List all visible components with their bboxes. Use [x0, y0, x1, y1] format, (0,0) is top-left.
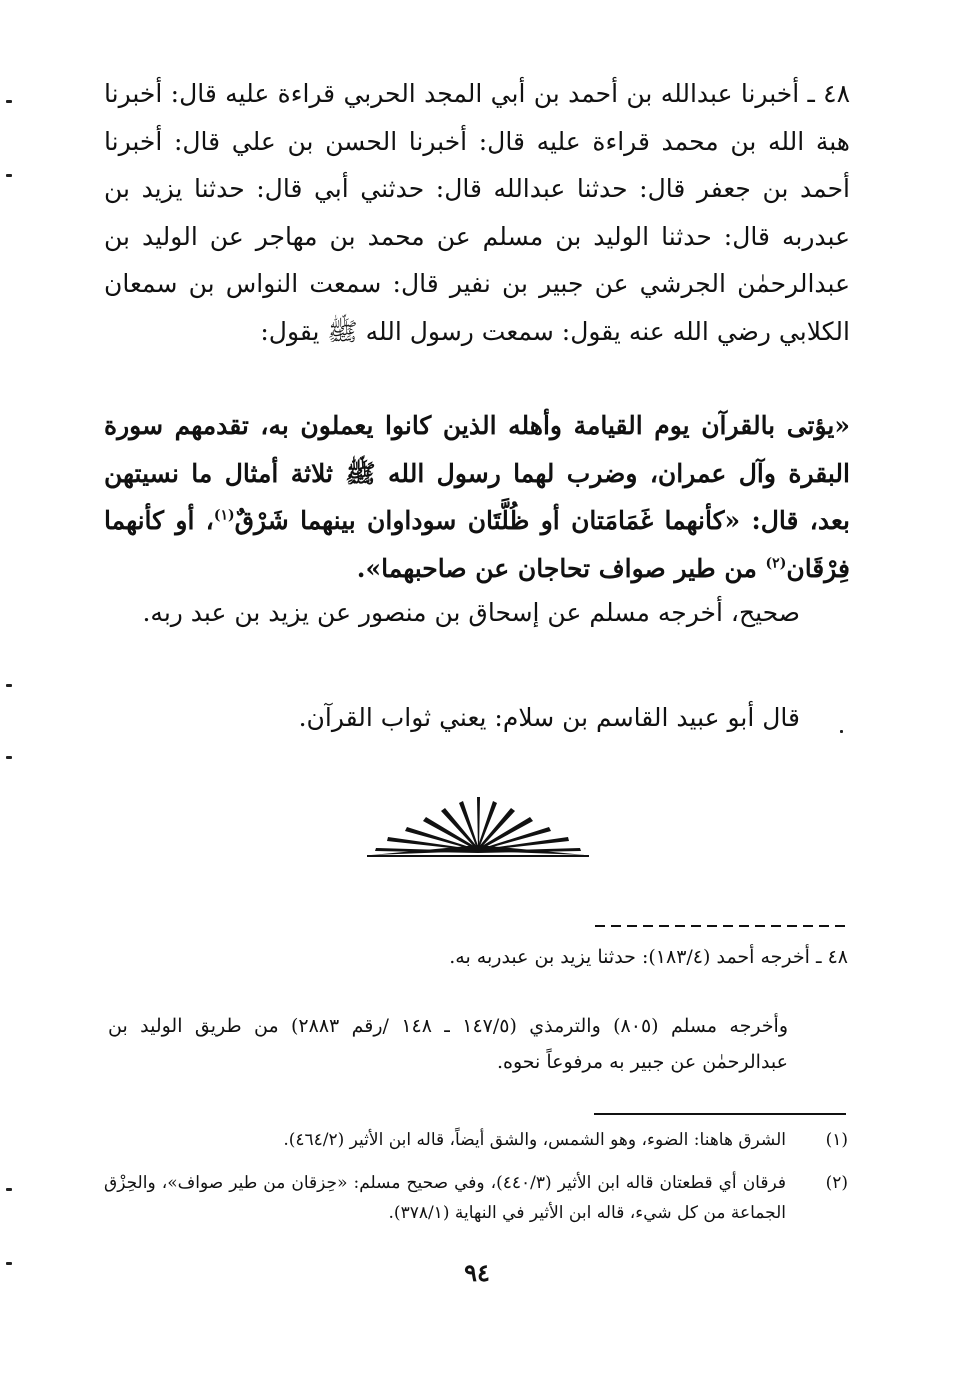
hadith-matn-part2: ، أو كأنهما فِرْقَان [104, 506, 850, 583]
scan-mark [6, 684, 12, 687]
hadith-isnad: ٤٨ ـ أخبرنا عبدالله بن أحمد بن أبي المجد الحربي قراءة عليه قال: أخبرنا هبة الله بن محمد قراءة عليه قال: أخبرنا الحسن بن علي قال: أخبرنا أحمد بن جعفر قال: حدثنا عبدالله قال: حدثني أبي قال: حدثنا يزيد بن عبدربه قال: حدثنا الوليد بن مسلم عن محمد بن مهاجر عن الوليد بن عبدالرحمٰن الجرشي عن جبير بن نفير قال: سمعت النواس بن سمعان الكلابي رضي الله عنه يقول: سمعت رسول الله ﷺ يقول: [104, 79, 850, 346]
footnote-ref-1[interactable]: (١) [213, 507, 235, 524]
abu-ubaid-comment: قال أبو عبيد القاسم بن سلام: يعني ثواب القرآن. [298, 703, 800, 732]
footnote-2 [104, 1168, 848, 1228]
footnote-rule [594, 1113, 846, 1115]
hadith-grade: صحيح، أخرجه مسلم عن إسحاق بن منصور عن يزيد بن عبد ربه. [142, 598, 800, 627]
scan-mark [6, 100, 12, 103]
footnote-ref-2[interactable]: (٢) [765, 555, 787, 572]
footnote-1-number: (١) [825, 1130, 848, 1150]
footnote-1-text: الشرق هاهنا: الضوء، وهو الشمس، والشق أيضاً، قاله ابن الأثير (٤٦٤/٢). [283, 1130, 786, 1150]
scan-mark [840, 730, 843, 733]
takhrij-line-muslim: وأخرجه مسلم (٨٠٥) والترمذي (١٤٧/٥ ـ ١٤٨ /رقم ٢٨٨٣) من طريق الوليد بن عبدالرحمٰن عن جبير به مرفوعاً نحوه. [108, 1015, 789, 1073]
footnote-2-text: فرقان أي قطعتان قاله ابن الأثير (٤٤٠/٣)، وفي صحيح مسلم: «حِزقان من طير صواف»، والحِزْق الجماعة من كل شيء، قاله ابن الأثير في النهاية (٣٧٨/١). [104, 1173, 786, 1223]
scan-mark [6, 1188, 12, 1191]
footnote-2-number: (٢) [825, 1173, 848, 1193]
scan-mark [6, 756, 12, 759]
scan-mark [6, 174, 12, 177]
hadith-matn-part1: «يؤتى بالقرآن يوم القيامة وأهله الذين كانوا يعملون به، تقدمهم سورة البقرة وآل عمران، وضرب لهما رسول الله ﷺ ثلاثة أمثال ما نسيتهن بعد، قال: «كأنهما غَمَامَتان أو ظُلَّتَان سوداوان بينهما شَرْقٌ [104, 411, 850, 535]
hadith-matn-part3: من طير صواف تحاجان عن صاحبهما». [356, 553, 766, 583]
footnote-1 [104, 1125, 848, 1155]
takhrij-line-ahmad: ٤٨ ـ أخرجه أحمد (١٨٣/٤): حدثنا يزيد بن عبدربه به. [449, 946, 848, 968]
page-number: ٩٤ [464, 1258, 490, 1287]
hadith-matn [104, 402, 850, 592]
takhrij-separator [595, 920, 845, 932]
scan-mark [6, 1262, 12, 1265]
section-divider-ornament-icon [367, 793, 589, 859]
